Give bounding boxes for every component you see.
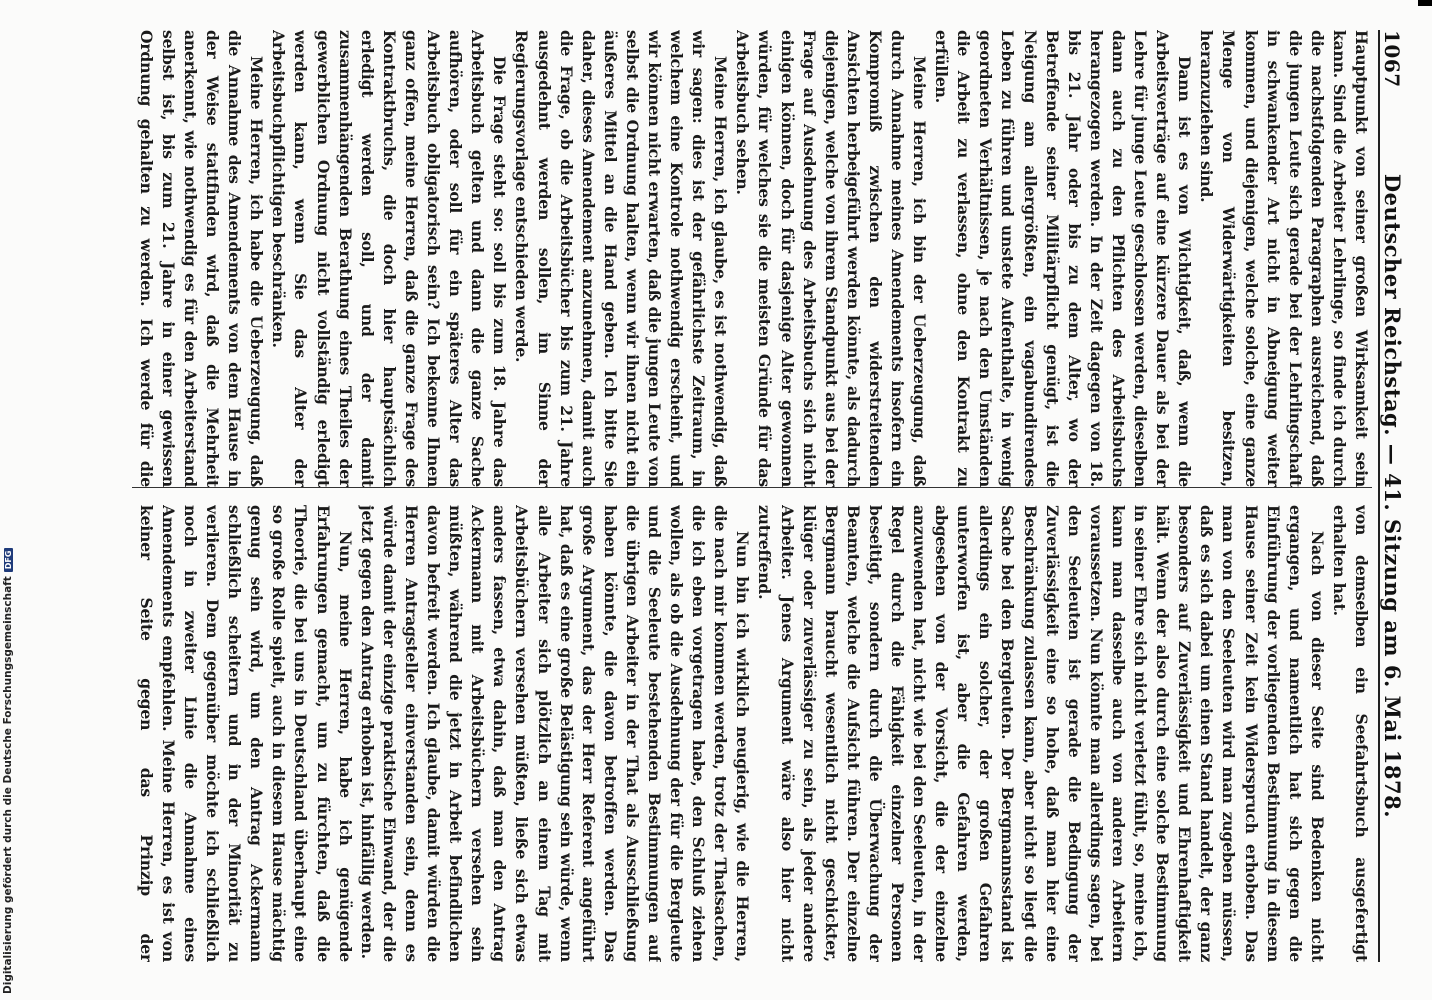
paragraph: Die Frage steht so: soll bis zum 18. Jahre das Arbeitsbuch gelten und dann die ganze Sache aufhören, oder soll für ein späteres Alter das Arbeitsbuch obligatorisch sein? Ich bekenne Ihnen ganz offen, meine Herren, daß die ganze Frage des Kontraktbruchs, die doch hier hauptsächlich erledigt werden soll, und der damit zusammenhängenden Berathung eines Theiles der gewerblichen Ordnung nicht vollständig erledigt werden kann, wenn Sie das Alter der Arbeitsbuchpflichtigen beschränken. (269, 30, 510, 487)
credit-text: Digitalisierung gefördert durch die Deutsche Forschungsgemeinschaft (2, 576, 14, 994)
paragraph: Meine Herren, ich glaube, es ist nothwendig, daß wir sagen: dies ist der gefährlichste Zeitraum, in welchem eine Kontrole nothwendig erscheint, und wir können nicht erwarten, daß die jungen Leute von selbst die Ordnung halten, wenn wir ihnen nicht ein äußeres Mittel an die Hand geben. Ich bitte Sie daher, dieses Amendement anzunehmen, damit auch die Frage, ob die Arbeitsbücher bis zum 21. Jahre ausgedehnt werden sollen, im Sinne der Regierungsvorlage entschieden werde. (512, 30, 731, 487)
column-tick-mark (1378, 482, 1380, 493)
paragraph: von demselben ein Seefahrtsbuch ausgefertigt erhalten hat. (1329, 505, 1371, 962)
dfg-logo: DFG (4, 548, 13, 573)
paragraph: Nun bin ich wirklich neugierig, wie die Herren, die nach mir kommen werden, trotz der Thatsachen, die ich eben vorgetragen habe, den Schluß ziehen wollen, als ob die Ausdehnung der für die Bergleute und die Seeleute bestehenden Bestimmungen auf die übrigen Arbeiter in der That als Ausschließung haben könnte, die davon betroffen werden. Das große Argument, das der Herr Referent angeführt hat, daß es eine große Belästigung sein würde, wenn alle Arbeiter sich plötzlich an einem Tag mit Arbeitsbüchern versehen müßten, ließe sich etwas anders fassen, etwa dahin, daß man den Antrag Ackermann mit Arbeitsbüchern versehen sein müßten, während die jetzt in Arbeit befindlichen davon befreit werden. Ich glaube, damit würden die Herren Antragsteller einverstanden sein, denn es würde damit der einzige praktische Einwand, der die jetzt gegen den Antrag erhoben ist, hinfällig werden. (357, 505, 753, 962)
digitization-credit-strip (0, 0, 26, 1000)
paragraph: Hauptpunkt von seiner großen Wirksamkeit sein kann. Sind die Arbeiter Lehrlinge, so finde ich durch die nachstfolgenden Paragraphen ausreichend, daß die jungen Leute sich gerade bei der Lehrlingschaft in schwankender Art nicht in Abneigung weiter kommen, und diejenigen, welche solche, eine ganze Menge von Widerwärtigkeiten besitzen, heranzuziehen sind. (1197, 30, 1371, 487)
left-column (132, 30, 1372, 487)
column-divider (132, 487, 1372, 488)
paragraph: Nach von dieser Seite sind Bedenken nicht ergangen, und namentlich hat sich gegen die Einführung der vorliegenden Bestimmung in diesem Hause seiner Zeit kein Widerspruch erhoben. Das man von den Seeleuten wird man zugeben müssen, daß es sich dabei um einen Stand handelt, der ganz besonders auf Zuverlässigkeit und Ehrenhaftigkeit hält. Wenn der also durch eine solche Bestimmung in seiner Ehre sich nicht verletzt fühlt, so, meine ich, kann man dasselbe auch von anderen Arbeitern voraussetzen. Nun könnte man allerdings sagen, bei den Seeleuten ist gerade die Bedingung der Zuverlässigkeit eine so hohe, daß man hier eine Beschränkung zulassen kann, aber nicht so liegt die Sache bei den Bergleuten. Der Bergmannsstand ist allerdings ein solcher, der großen Gefahren unterworfen ist, aber die Gefahren werden, abgesehen von der Vorsicht, die der einzelne anzuwenden hat, nicht wie bei den Seeleuten, in der Regel durch die Fähigkeit einzelner Personen beseitigt, sondern durch die Überwachung der Beamten, welche die Aufsicht führen. Der einzelne Bergmann braucht wesentlich nicht geschickter, klüger oder zuverlässiger zu sein, als jeder andere Arbeiter. Jenes Argument wäre also hier nicht zutreffend. (755, 505, 1327, 962)
paragraph: Nun, meine Herren, habe ich genügende Erfahrungen gemacht, um zu fürchten, daß die Theorie, die bei uns in Deutschland überhaupt eine so große Rolle spielt, auch in diesem Hause mächtig genug sein wird, um den Antrag Ackermann schließlich scheitern und in der Minorität zu verlieren. Dem gegenüber möchte ich schließlich noch in zweiter Linie die Annahme eines Amendements empfehlen. Meine Herren, es ist von keiner Seite gegen das Prinzip der (136, 505, 355, 962)
paragraph: Dann ist es von Wichtigkeit, daß, wenn die Arbeitsverträge auf eine kürzere Dauer als bei der Lehre für junge Leute geschlossen werden, dieselben dann auch zu den Pflichten des Arbeitsbuchs herangezogen werden. In der Zeit dagegen von 18. bis 21. Jahr oder bis zu dem Alter, wo der Betreffende seiner Militärpflicht genügt, ist die Neigung am allergrößten, ein vagabundirendes Leben zu führen und unstete Aufenthalte, in wenig geordneten Verhältnissen, je nach den Umständen die Arbeit zu verlassen, ohne den Kontrakt zu erfüllen. (932, 30, 1195, 487)
page-header (1378, 30, 1414, 962)
page-title: Deutscher Reichstag. — 41. Sitzung am 6. Mai 1878. (1380, 173, 1405, 819)
rotated-page-content (92, 0, 1432, 1000)
paragraph: Meine Herren, ich habe die Ueberzeugung, daß die Annahme des Amendements von dem Hause in der Weise stattfinden wird, daß die Mehrheit anerkennt, wie nothwendig es für den Arbeiterstand selbst ist, bis zum 21. Jahre in einer gewissen Ordnung gehalten zu werden. Ich werde für die (136, 30, 267, 487)
paragraph: Meine Herren, ich bin der Ueberzeugung, daß durch Annahme meines Amendements insofern ein Kompromiß zwischen den widerstreitenden Ansichten herbeigeführt werden könnte, als dadurch diejenigen, welche von ihrem Standpunkt aus bei der Frage auf Ausdehnung des Arbeitsbuchs sich nicht einigen können, doch für dasjenige Alter gewonnen würden, für welches sie die meisten Gründe für das Arbeitsbuch sehen. (733, 30, 930, 487)
page-number: 1067 (1380, 30, 1404, 88)
digitization-credit (2, 4, 14, 994)
text-columns (132, 30, 1372, 962)
right-column (132, 505, 1372, 962)
